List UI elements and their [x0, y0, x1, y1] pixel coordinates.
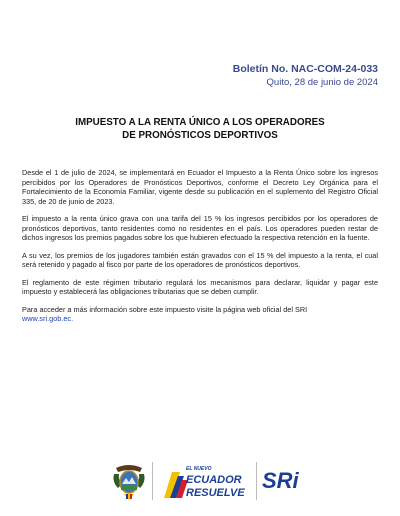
ecuador-resuelve-logo	[162, 464, 250, 500]
paragraph: El impuesto a la renta único grava con una tarifa del 15 % los ingresos percibidos por los operadores de pronósticos deportivos, tanto residentes como no residentes en el país. Los operadores pueden restar de dichos ingresos los premios pagados sobre los que hubieren efectuado la respectiva retención en la fuente.	[22, 214, 378, 242]
page-title	[30, 116, 370, 142]
sri-logo	[262, 466, 304, 494]
ecuador-coat-of-arms-icon	[112, 462, 146, 502]
title-line-2: DE PRONÓSTICOS DEPORTIVOS	[122, 130, 278, 141]
bulletin-body	[22, 168, 378, 332]
sri-website-link[interactable]: www.sri.gob.ec.	[22, 314, 74, 323]
ecuador-logo-line2: RESUELVE	[186, 487, 245, 499]
sri-logo-text: SRi	[262, 468, 299, 493]
logo-divider	[152, 462, 153, 500]
ecuador-logo-line1: ECUADOR	[186, 474, 242, 486]
footer-logos	[0, 456, 400, 504]
logo-divider	[256, 462, 257, 500]
ecuador-logo-small: EL NUEVO	[186, 466, 212, 472]
bulletin-number: Boletín No. NAC-COM-24-033	[232, 63, 378, 75]
paragraph: El reglamento de este régimen tributario regulará los mecanismos para declarar, liquidar y pagar este impuesto y establecerá las obligaciones tributarias que se deben cumplir.	[22, 277, 378, 296]
title-line-1: IMPUESTO A LA RENTA ÚNICO A LOS OPERADORES	[75, 117, 325, 128]
info-text: Para acceder a más información sobre este impuesto visite la página web oficial del SRI	[22, 304, 308, 314]
bulletin-header	[233, 62, 378, 89]
paragraph: A su vez, los premios de los jugadores también están gravados con el 15 % del impuesto a la renta, el cual será retenido y pagado al fisco por parte de los operadores de pronósticos deportivos.	[22, 250, 378, 269]
info-paragraph	[22, 305, 378, 324]
bulletin-date: Quito, 28 de junio de 2024	[266, 77, 378, 88]
paragraph: Desde el 1 de julio de 2024, se implementará en Ecuador el Impuesto a la Renta Único sobre los ingresos percibidos por los Operadores de Pronósticos Deportivos, conforme el Decreto Ley Orgánica para el Fortalecimiento de la Economía Familiar, vigente desde su publicación en el suplemento del Registro Oficial 335, de 20 de junio de 2023.	[22, 168, 378, 206]
